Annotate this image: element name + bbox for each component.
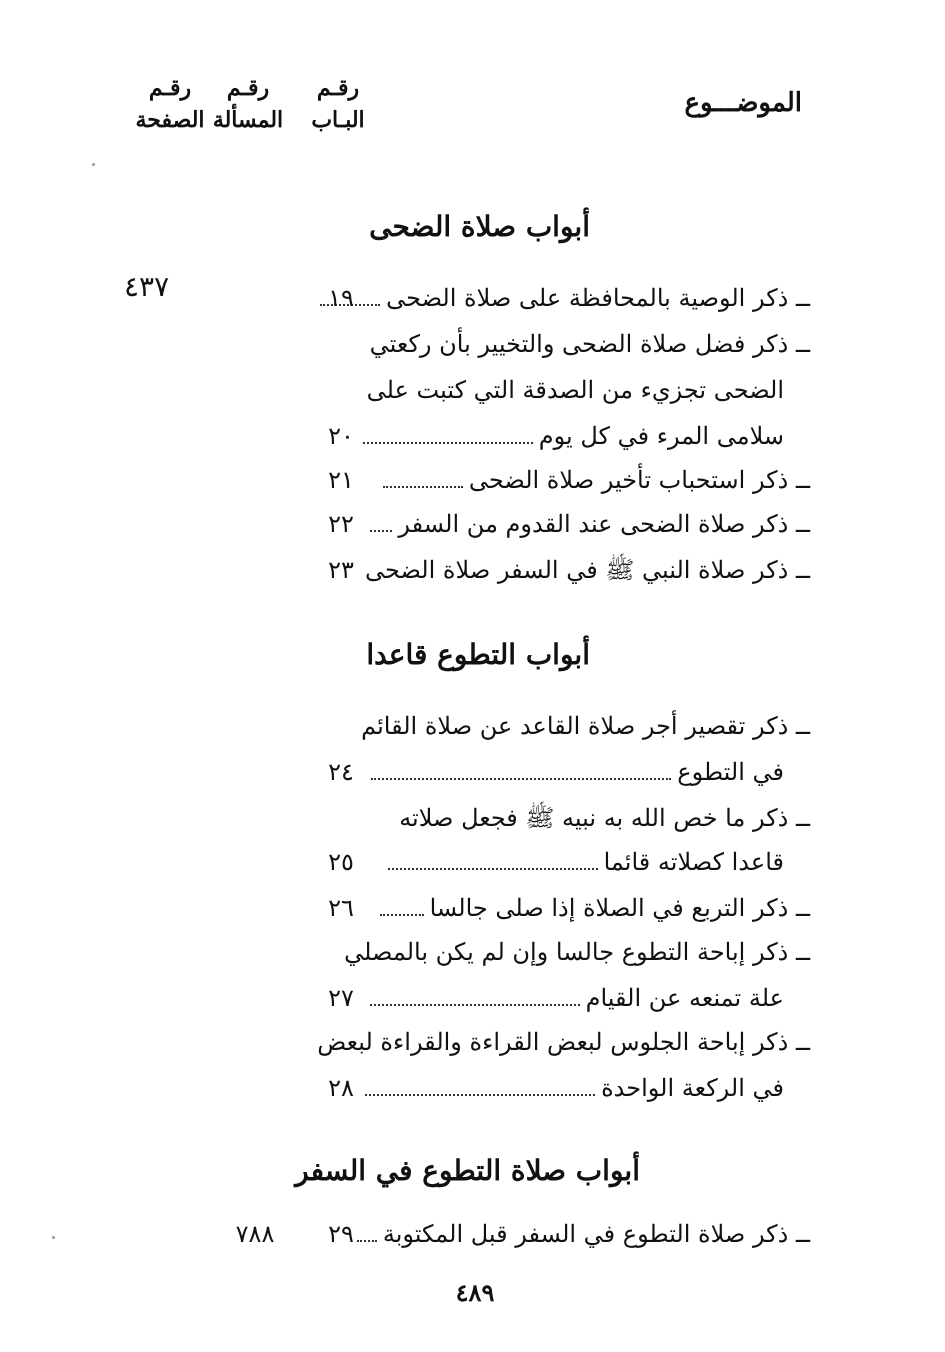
entry-line bbox=[344, 930, 810, 974]
entry-line bbox=[366, 368, 810, 412]
leader-dots bbox=[363, 432, 533, 444]
header-col-bab-bottom: البـاب bbox=[311, 107, 365, 133]
footer-page-number: ٤٨٩ bbox=[455, 1278, 495, 1307]
entry-line bbox=[390, 414, 810, 458]
entry-number: ٢٨ bbox=[328, 1074, 354, 1102]
entry-line bbox=[390, 796, 810, 840]
entry-line bbox=[390, 502, 810, 546]
entry-text: ــ ذكر الوصية بالمحافظة على صلاة الضحى bbox=[386, 284, 810, 312]
margin-page-number: ٤٣٧ bbox=[124, 270, 170, 303]
header-topic: الموضـــوع bbox=[684, 88, 802, 118]
scan-speck bbox=[92, 163, 95, 166]
header-col-bab bbox=[298, 72, 378, 136]
entry-line bbox=[390, 976, 810, 1020]
entry-number: ٢٧ bbox=[328, 984, 354, 1012]
entry-line bbox=[390, 840, 810, 884]
entry-line bbox=[369, 322, 810, 366]
entry-line bbox=[390, 750, 810, 794]
entry-text: سلامى المرء في كل يوم bbox=[538, 422, 784, 450]
entry-number: ١٩ bbox=[328, 284, 354, 312]
entry-line bbox=[390, 458, 810, 502]
entry-line bbox=[317, 1020, 810, 1064]
header-col-bab-top: رقـم bbox=[316, 75, 360, 101]
section-title: أبواب صلاة الضحى bbox=[369, 210, 590, 243]
entry-number: ٢٠ bbox=[328, 422, 354, 450]
entry-text: ــ ذكر إباحة التطوع جالسا وإن لم يكن بالمصلي bbox=[344, 938, 810, 966]
leader-dots bbox=[370, 994, 580, 1006]
entry-number: ٢٤ bbox=[328, 758, 354, 786]
leader-dots bbox=[365, 1084, 595, 1096]
header-col-safha bbox=[130, 72, 210, 136]
entry-number: ٢٩ bbox=[328, 1220, 354, 1248]
section-title: أبواب التطوع قاعدا bbox=[366, 638, 590, 671]
entry-text: قاعدا كصلاته قائما bbox=[603, 848, 784, 876]
entry-text: الضحى تجزيء من الصدقة التي كتبت على bbox=[366, 376, 784, 404]
entry-text: ــ ذكر استحباب تأخير صلاة الضحى bbox=[468, 466, 810, 494]
entry-number: ٢١ bbox=[328, 466, 354, 494]
scan-speck bbox=[52, 1236, 55, 1239]
entry-line bbox=[390, 1066, 810, 1110]
entry-text: ــ ذكر صلاة التطوع في السفر قبل المكتوبة bbox=[382, 1220, 810, 1248]
leader-dots bbox=[388, 858, 598, 870]
entry-number: ٢٢ bbox=[328, 510, 354, 538]
entry-text: في التطوع bbox=[677, 758, 784, 786]
entry-line bbox=[390, 886, 810, 930]
header-col-masala-top: رقـم bbox=[226, 75, 270, 101]
entry-page-number: ٧٨٨ bbox=[235, 1220, 275, 1248]
leader-dots bbox=[371, 768, 671, 780]
entry-line bbox=[386, 276, 810, 320]
section-title: أبواب صلاة التطوع في السفر bbox=[295, 1154, 640, 1187]
entry-line bbox=[365, 548, 810, 592]
entry-line bbox=[382, 1212, 810, 1256]
entry-line bbox=[361, 704, 810, 748]
entry-text: في الركعة الواحدة bbox=[601, 1074, 784, 1102]
header-col-safha-bottom: الصفحة bbox=[135, 107, 205, 133]
entry-text: ــ ذكر صلاة الضحى عند القدوم من السفر bbox=[398, 510, 810, 538]
entry-number: ٢٦ bbox=[328, 894, 354, 922]
entry-text: علة تمنعه عن القيام bbox=[585, 984, 784, 1012]
entry-number: ٢٥ bbox=[328, 848, 354, 876]
entry-text: ــ ذكر التربع في الصلاة إذا صلى جالسا bbox=[429, 894, 810, 922]
leader-dots bbox=[370, 520, 392, 532]
header-col-masala-bottom: المسألة bbox=[212, 107, 284, 133]
entry-number: ٢٣ bbox=[328, 556, 354, 584]
header-col-masala bbox=[208, 72, 288, 136]
entry-text: ــ ذكر ما خص الله به نبيه ﷺ فجعل صلاته bbox=[399, 804, 810, 832]
header-col-safha-top: رقـم bbox=[148, 75, 192, 101]
entry-text: ــ ذكر فضل صلاة الضحى والتخيير بأن ركعتي bbox=[369, 330, 810, 358]
entry-text: ــ ذكر إباحة الجلوس لبعض القراءة والقراءة لبعض bbox=[317, 1028, 810, 1056]
entry-text: ــ ذكر تقصير أجر صلاة القاعد عن صلاة القائم bbox=[361, 712, 810, 740]
leader-dots bbox=[383, 476, 463, 488]
entry-text: ــ ذكر صلاة النبي ﷺ في السفر صلاة الضحى bbox=[365, 556, 810, 584]
leader-dots bbox=[380, 904, 424, 916]
